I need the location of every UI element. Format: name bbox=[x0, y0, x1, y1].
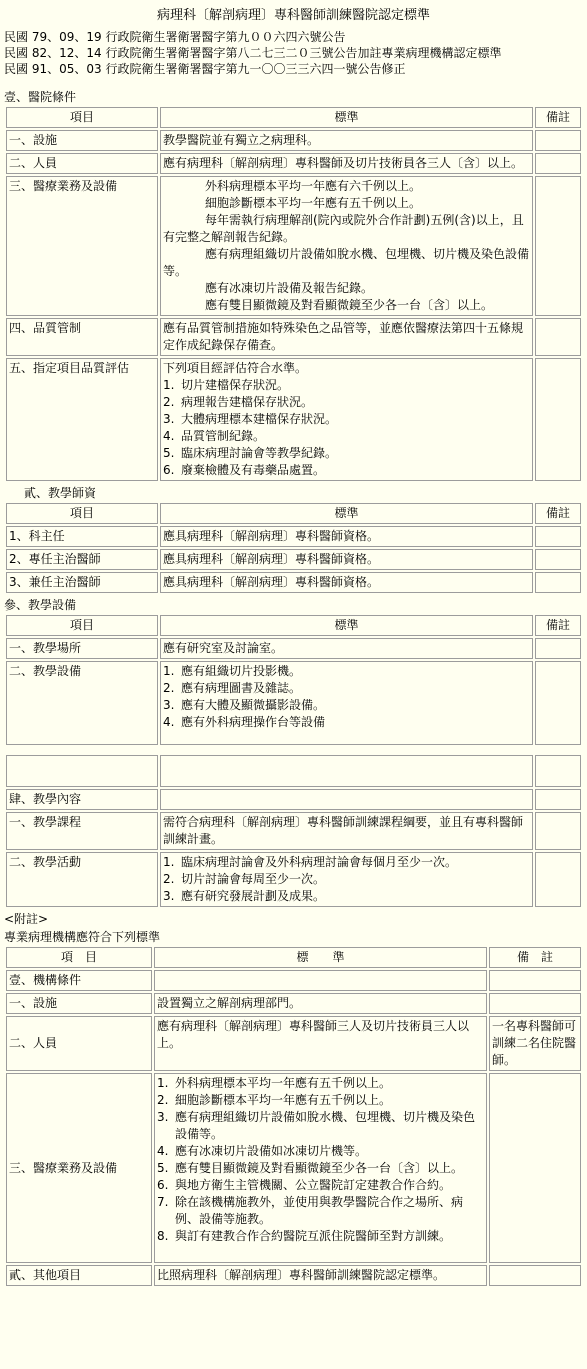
row-standard: 教學醫院並有獨立之病理科。 bbox=[160, 130, 533, 151]
list-item: 4. 應有冰凍切片設備如冰凍切片機等。 bbox=[157, 1144, 368, 1158]
row-note bbox=[535, 572, 581, 593]
table-row bbox=[6, 638, 581, 659]
row-item: 二、教學設備 bbox=[6, 661, 158, 745]
row-note bbox=[489, 993, 581, 1014]
table-row bbox=[6, 993, 581, 1014]
list-item: 8. 與訂有建教合作合約醫院互派住院醫師至對方訓練。 bbox=[157, 1229, 452, 1243]
row-note bbox=[535, 789, 581, 810]
header-note: 備註 bbox=[535, 503, 581, 524]
list-item: 1. 外科病理標本平均一年應有五千例以上。 bbox=[157, 1076, 392, 1090]
list-item: 2. 切片討論會每周至少一次。 bbox=[163, 872, 326, 886]
row-item: 貳、其他項目 bbox=[6, 1265, 152, 1286]
row-item: 三、醫療業務及設備 bbox=[6, 1073, 152, 1263]
header-item: 項目 bbox=[6, 615, 158, 636]
row-item: 四、品質管制 bbox=[6, 318, 158, 356]
teaching-content-table bbox=[4, 753, 583, 909]
row-standard bbox=[160, 789, 533, 810]
header-note: 備註 bbox=[535, 615, 581, 636]
table-row bbox=[6, 572, 581, 593]
announcement-line: 民國 91、05、03 行政院衛生署衛署醫字第九一〇〇三三六四一號公告修正 bbox=[4, 62, 406, 76]
row-item: 三、醫療業務及設備 bbox=[6, 176, 158, 316]
row-standard: 需符合病理科〔解剖病理〕專科醫師訓練課程綱要，並且有專科醫師訓練計畫。 bbox=[160, 812, 533, 850]
table-row bbox=[6, 549, 581, 570]
list-item: 1. 切片建檔保存狀況。 bbox=[163, 378, 290, 392]
header-standard: 標準 bbox=[160, 107, 533, 128]
section-title: 壹、醫院條件 bbox=[4, 90, 77, 104]
table-row bbox=[6, 1265, 581, 1286]
announcement-line: 民國 82、12、14 行政院衛生署衛署醫字第八二七三二０三號公告加註專業病理機構認定標準 bbox=[4, 46, 502, 60]
row-note bbox=[535, 358, 581, 481]
row-item: 一、教學課程 bbox=[6, 812, 158, 850]
list-item: 7. 除在該機構施教外，並使用與教學醫院合作之場所、病例、設備等施教。 bbox=[157, 1195, 464, 1226]
row-note bbox=[489, 970, 581, 991]
teaching-equipment-table bbox=[4, 613, 583, 747]
table-row bbox=[6, 661, 581, 745]
table-row bbox=[6, 1016, 581, 1071]
row-item: 二、人員 bbox=[6, 1016, 152, 1071]
list-item: 3. 應有大體及顯微攝影設備。 bbox=[163, 698, 326, 712]
list-item: 3. 應有研究發展計劃及成果。 bbox=[163, 889, 326, 903]
page-title: 病理科〔解剖病理〕專科醫師訓練醫院認定標準 bbox=[156, 8, 430, 23]
table-row bbox=[6, 358, 581, 481]
appendix-subtitle: 專業病理機構應符合下列標準 bbox=[4, 930, 161, 944]
table-header-row bbox=[6, 503, 581, 524]
standard-line: 外科病理標本平均一年應有六千例以上。 bbox=[205, 179, 422, 193]
standard-line: 應有冰凍切片設備及報告紀錄。 bbox=[205, 281, 374, 295]
row-note bbox=[535, 526, 581, 547]
header-note: 備註 bbox=[535, 107, 581, 128]
list-item: 6. 與地方衛生主管機關、公立醫院訂定建教合作合約。 bbox=[157, 1178, 452, 1192]
row-standard: 應具病理科〔解剖病理〕專科醫師資格。 bbox=[160, 572, 533, 593]
row-standard: 比照病理科〔解剖病理〕專科醫師訓練醫院認定標準。 bbox=[154, 1265, 487, 1286]
row-standard: 應有病理科〔解剖病理〕專科醫師及切片技術員各三人〔含〕以上。 bbox=[160, 153, 533, 174]
table-row bbox=[6, 526, 581, 547]
standard-line: 應有病理組織切片設備如脫水機、包埋機、切片機及染色設備等。 bbox=[163, 247, 530, 278]
row-note bbox=[535, 812, 581, 850]
table-row bbox=[6, 153, 581, 174]
row-standard bbox=[160, 852, 533, 907]
table-row bbox=[6, 1073, 581, 1263]
row-standard: 應有研究室及討論室。 bbox=[160, 638, 533, 659]
row-standard: 應具病理科〔解剖病理〕專科醫師資格。 bbox=[160, 526, 533, 547]
list-item: 6. 廢棄檢體及有毒藥品處置。 bbox=[163, 463, 326, 477]
section-title: 參、教學設備 bbox=[4, 598, 77, 612]
row-standard: 應有病理科〔解剖病理〕專科醫師三人及切片技術員三人以上。 bbox=[154, 1016, 487, 1071]
appendix-label: <附註> bbox=[4, 912, 49, 926]
row-item: 一、設施 bbox=[6, 993, 152, 1014]
row-standard: 設置獨立之解剖病理部門。 bbox=[154, 993, 487, 1014]
list-item: 3. 應有病理組織切片設備如脫水機、包埋機、切片機及染色設備等。 bbox=[157, 1110, 476, 1141]
row-note bbox=[535, 638, 581, 659]
row-note bbox=[535, 549, 581, 570]
header-standard: 標 準 bbox=[154, 947, 487, 968]
table-row bbox=[6, 755, 581, 787]
row-note bbox=[535, 661, 581, 745]
row-standard: 應具病理科〔解剖病理〕專科醫師資格。 bbox=[160, 549, 533, 570]
section-title: 壹、機構條件 bbox=[6, 970, 152, 991]
list-item: 1. 應有組織切片投影機。 bbox=[163, 664, 302, 678]
list-item: 4. 應有外科病理操作台等設備 bbox=[163, 715, 326, 729]
row-note bbox=[535, 852, 581, 907]
table-row bbox=[6, 812, 581, 850]
row-item: 2、專任主治醫師 bbox=[6, 549, 158, 570]
announcements bbox=[4, 29, 583, 77]
header-note: 備 註 bbox=[489, 947, 581, 968]
list-item: 5. 臨床病理討論會等教學紀錄。 bbox=[163, 446, 338, 460]
table-row bbox=[6, 318, 581, 356]
header-item: 項目 bbox=[6, 107, 158, 128]
table-header-row bbox=[6, 615, 581, 636]
row-note bbox=[489, 1265, 581, 1286]
row-item: 五、指定項目品質評估 bbox=[6, 358, 158, 481]
blank-cell bbox=[535, 755, 581, 787]
row-item: 二、教學活動 bbox=[6, 852, 158, 907]
header-item: 項 目 bbox=[6, 947, 152, 968]
table-header-row bbox=[6, 947, 581, 968]
list-item: 5. 應有雙目顯微鏡及對看顯微鏡至少各一台〔含〕以上。 bbox=[157, 1161, 464, 1175]
list-item: 2. 細胞診斷標本平均一年應有五千例以上。 bbox=[157, 1093, 392, 1107]
teaching-staff-table bbox=[4, 501, 583, 595]
table-header-row bbox=[6, 107, 581, 128]
blank-cell bbox=[160, 755, 533, 787]
row-note bbox=[535, 130, 581, 151]
row-item: 一、教學場所 bbox=[6, 638, 158, 659]
row-note bbox=[535, 176, 581, 316]
row-standard bbox=[160, 358, 533, 481]
announcement-line: 民國 79、09、19 行政院衛生署衛署醫字第九００六四六號公告 bbox=[4, 30, 346, 44]
header-standard: 標準 bbox=[160, 503, 533, 524]
table-row bbox=[6, 789, 581, 810]
standard-intro: 下列項目經評估符合水準。 bbox=[163, 361, 308, 375]
row-standard bbox=[160, 661, 533, 745]
row-note bbox=[489, 1073, 581, 1263]
section-title: 貳、教學師資 bbox=[24, 486, 97, 500]
table-row bbox=[6, 970, 581, 991]
row-item: 3、兼任主治醫師 bbox=[6, 572, 158, 593]
list-item: 2. 病理報告建檔保存狀況。 bbox=[163, 395, 314, 409]
header-item: 項目 bbox=[6, 503, 158, 524]
standard-line: 每年需執行病理解剖(院內或院外合作計劃)五例(含)以上，且有完整之解剖報告紀錄。 bbox=[163, 213, 524, 244]
row-item: 一、設施 bbox=[6, 130, 158, 151]
table-row bbox=[6, 130, 581, 151]
list-item: 2. 應有病理圖書及雜誌。 bbox=[163, 681, 302, 695]
header-standard: 標準 bbox=[160, 615, 533, 636]
hospital-conditions-table bbox=[4, 105, 583, 483]
row-note bbox=[535, 318, 581, 356]
row-standard: 應有品質管制措施如特殊染色之品管等，並應依醫療法第四十五條規定作成紀錄保存備查。 bbox=[160, 318, 533, 356]
row-item: 1、科主任 bbox=[6, 526, 158, 547]
list-item: 3. 大體病理標本建檔保存狀況。 bbox=[163, 412, 338, 426]
row-item: 二、人員 bbox=[6, 153, 158, 174]
section-title: 肆、教學內容 bbox=[6, 789, 158, 810]
row-standard bbox=[154, 1073, 487, 1263]
row-note bbox=[535, 153, 581, 174]
row-standard bbox=[160, 176, 533, 316]
row-note: 一名專科醫師可訓練二名住院醫師。 bbox=[489, 1016, 581, 1071]
blank-cell bbox=[6, 755, 158, 787]
table-row bbox=[6, 852, 581, 907]
pathology-institution-table bbox=[4, 945, 583, 1288]
list-item: 1. 臨床病理討論會及外科病理討論會每個月至少一次。 bbox=[163, 855, 458, 869]
table-row bbox=[6, 176, 581, 316]
list-item: 4. 品質管制紀錄。 bbox=[163, 429, 266, 443]
row-standard bbox=[154, 970, 487, 991]
standard-line: 應有雙目顯微鏡及對看顯微鏡至少各一台〔含〕以上。 bbox=[205, 298, 494, 312]
standard-line: 細胞診斷標本平均一年應有五千例以上。 bbox=[205, 196, 422, 210]
